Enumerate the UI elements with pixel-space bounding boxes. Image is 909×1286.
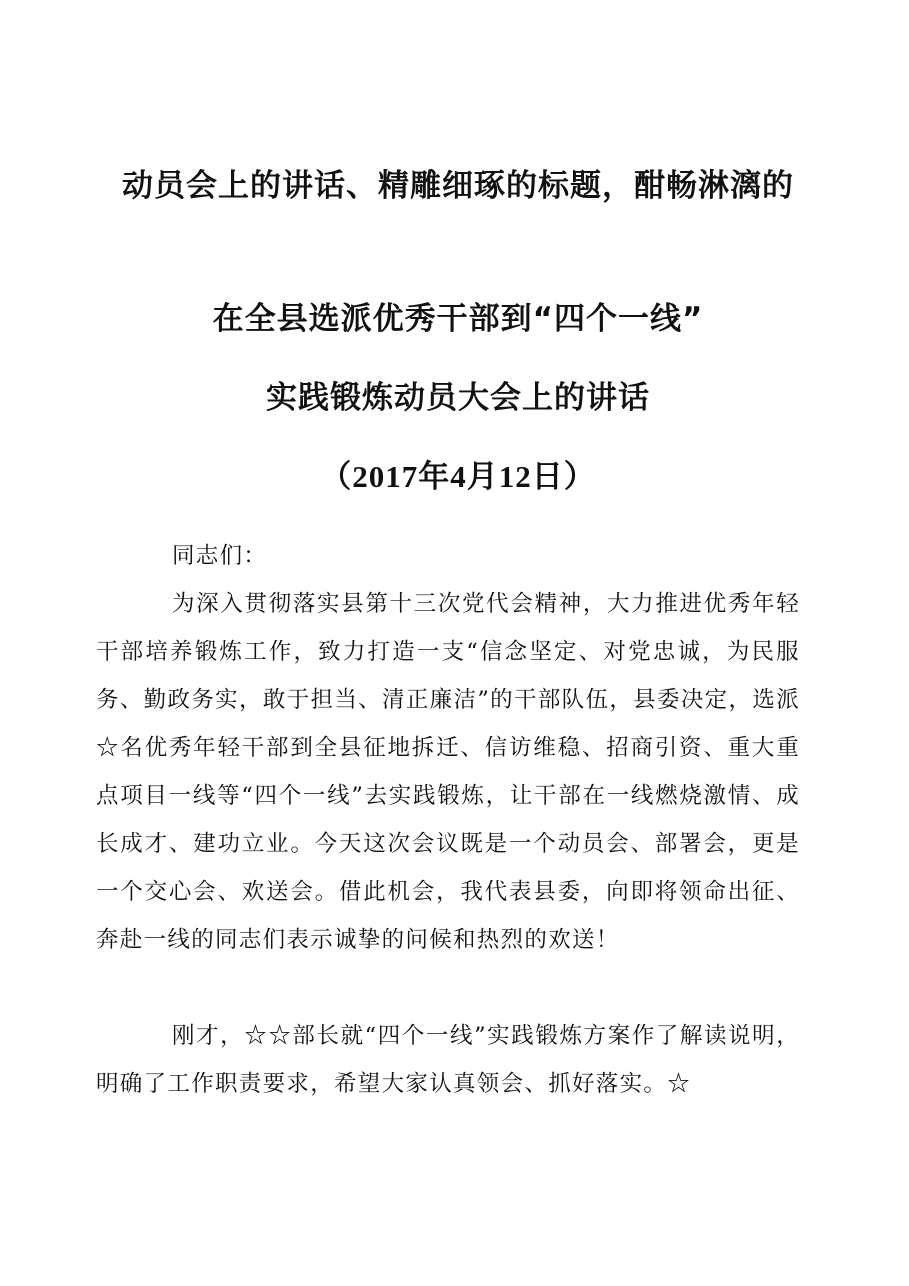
body-paragraph-1: 为深入贯彻落实县第十三次党代会精神，大力推进优秀年轻干部培养锻炼工作，致力打造一支“信念坚定、对党忠诚，为民服务、勤政务实，敢于担当、清正廉洁”的干部队伍，县委决定，选派☆名优秀年轻干部到全县征地拆迁、信访维稳、招商引资、重大重点项目一线等“四个一线”去实践锻炼，让干部在一线燃烧激情、成长成才、建功立业。今天这次会议既是一个动员会、部署会，更是一个交心会、欢送会。借此机会，我代表县委，向即将领命出征、奔赴一线的同志们表示诚挚的问候和热烈的欢送！ xyxy=(96,591,800,953)
document-title: 动员会上的讲话、精雕细琢的标题，酣畅淋漓的 xyxy=(122,168,794,204)
speech-subtitle-line-2: 实践锻炼动员大会上的讲话 xyxy=(266,380,650,416)
salutation: 同志们： xyxy=(172,543,268,569)
speech-date: （2017年4月12日） xyxy=(320,459,596,494)
speech-subtitle-line-1: 在全县选派优秀干部到“四个一线” xyxy=(212,301,704,337)
body-paragraph-2: 刚才，☆☆部长就“四个一线”实践锻炼方案作了解读说明，明确了工作职责要求，希望大家认真领会、抓好落实。☆ xyxy=(96,1023,800,1097)
